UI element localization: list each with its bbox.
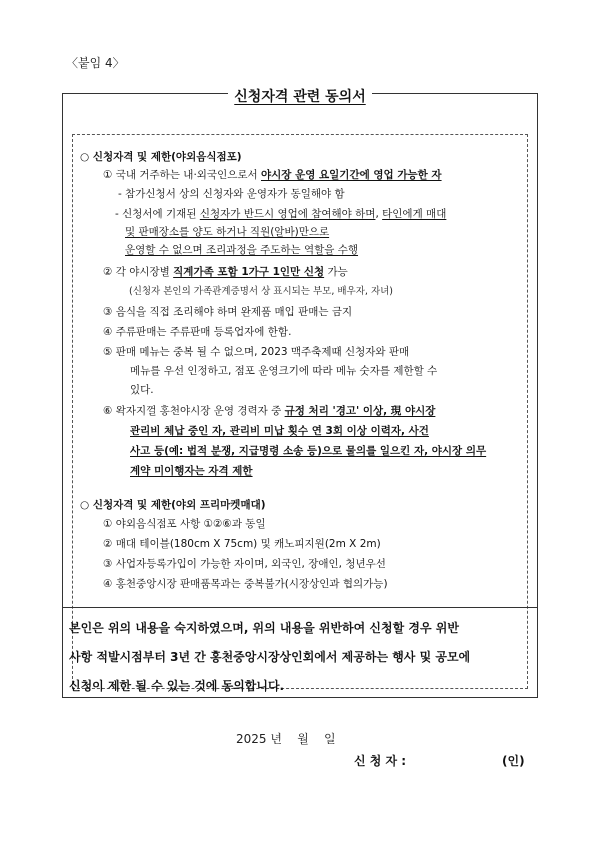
s1-sub-2-cont: 및 판매장소를 양도 하거나 직원(알바)만으로 [125,226,330,238]
conditions-box [72,134,528,689]
s1-item-2-note: (신청자 본인의 가족관계증명서 상 표시되는 부모, 배우자, 자녀) [129,286,394,297]
s1-sub-2: - 신청서에 기재된 신청자가 반드시 영업에 참여해야 하며, 타인에게 매대 [115,208,447,220]
s1-item-6: ⑥ 왁자지껄 홍천야시장 운영 경력자 중 규정 처리 '경고' 이상, 現 야시장 [103,405,436,417]
agreement-line-1: 본인은 위의 내용을 숙지하였으며, 위의 내용을 위반하여 신청할 경우 위반 [69,621,459,635]
s1-item-1: ① 국내 거주하는 내·외국인으로서 야시장 운영 요일기간에 영업 가능한 자 [103,169,442,181]
agreement-line-3: 신청이 제한 될 수 있는 것에 동의합니다. [69,679,285,693]
section1-heading: ○ 신청자격 및 제한(야외음식점포) [80,151,242,163]
s2-item-3: ③ 사업자등록가입이 가능한 자이며, 외국인, 장애인, 청년우선 [103,558,386,570]
form-title: 신청자격 관련 동의서 [228,86,371,106]
seal-label: (인) [502,754,525,768]
s2-item-2: ② 매대 테이블(180cm X 75cm) 및 캐노피지원(2m X 2m) [103,538,381,550]
s2-item-4: ④ 홍천중앙시장 판매품목과는 중복불가(시장상인과 협의가능) [103,578,388,590]
s2-item-1: ① 야외음식점포 사항 ①②⑥과 동일 [103,518,266,530]
s1-item-6-cont: 관리비 체납 중인 자, 관리비 미납 횟수 연 3회 이상 이력자, 사건 [130,425,429,437]
section2-heading: ○ 신청자격 및 제한(야외 프리마켓매대) [80,499,266,511]
agreement-line-2: 사항 적발시점부터 3년 간 홍천중앙시장상인회에서 제공하는 행사 및 공모에 [69,650,471,664]
date-line: 2025 년 월 일 [236,732,336,746]
agreement-statement [63,607,537,693]
s1-item-3: ③ 음식을 직접 조리해야 하며 완제품 매입 판매는 금지 [103,306,353,318]
s1-sub-2-cont2: 운영할 수 없으며 조리과정을 주도하는 역할을 수행 [125,244,359,256]
s1-item-5-cont: 메뉴를 우선 인정하고, 점포 운영크기에 따라 메뉴 숫자를 제한할 수 [130,365,438,377]
s1-item-6-cont3: 계약 미이행자는 자격 제한 [130,465,253,477]
s1-item-5-cont2: 있다. [130,384,154,396]
attachment-label: 〈붙임 4〉 [66,56,125,70]
s1-item-2: ② 각 야시장별 직계가족 포함 1가구 1인만 신청 가능 [103,266,348,278]
applicant-label: 신 청 자 : [354,754,407,768]
consent-form-box [62,89,538,698]
s1-item-4: ④ 주류판매는 주류판매 등록업자에 한함. [103,326,292,338]
s1-sub-1: - 참가신청서 상의 신청자와 운영자가 동일해야 함 [118,188,345,200]
s1-item-5: ⑤ 판매 메뉴는 중복 될 수 없으며, 2023 맥주축제때 신청자와 판매 [103,346,410,358]
s1-item-6-cont2: 사고 등(예: 법적 분쟁, 지급명령 소송 등)으로 물의를 일으킨 자, 야시장 의무 [130,445,487,457]
